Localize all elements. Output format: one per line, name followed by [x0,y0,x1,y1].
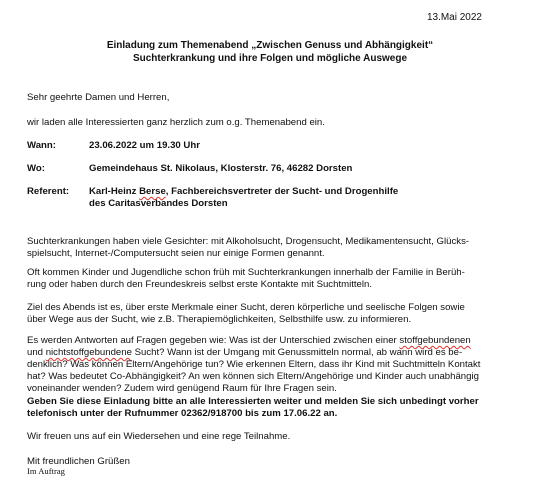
p4-text: Sucht? Wann ist der Umgang mit Genussmitteln normal, ab wann wird es be- [131,347,463,358]
speaker-last-name: Berse [139,186,166,197]
p4-text: Es werden Antworten auf Fragen gegeben wie: Was ist der Unterschied zwischen einer [27,335,400,346]
paragraph-5-line-2: telefonisch unter der Rufnummer 02362/918700 bis zum 17.06.22 an. [27,408,338,419]
paragraph-4-line-5: voneinander wenden? Zudem wird genügend Raum für Ihre Fragen sein. [27,383,337,394]
speaker-label: Referent: [27,186,70,197]
salutation: Sehr geehrte Damen und Herren, [27,92,170,103]
paragraph-2-line-1: Oft kommen Kinder und Jugendliche schon früh mit Suchterkrankungen innerhalb der Familie in Berüh- [27,267,465,278]
intro-text: wir laden alle Interessierten ganz herzlich zum o.g. Themenabend ein. [27,117,325,128]
p4-text: und [27,347,46,358]
where-label: Wo: [27,163,45,174]
speaker-value [89,186,519,210]
letter-date: 13.Mai 2022 [426,12,482,23]
speaker-role: , Fachbereichsvertreter der Sucht- und Drogenhilfe [165,186,399,197]
p4-flagged-word-1: stoffgebundenen [399,335,471,346]
paragraph-2 [27,267,513,291]
letter-title [40,40,500,65]
paragraph-1 [27,236,513,260]
closing: Mit freundlichen Grüßen [27,456,130,467]
paragraph-5-registration [27,396,513,420]
paragraph-4-line-1 [27,335,513,347]
paragraph-4-line-3: denklich? Was können Eltern/Angehörige tun? Wie erkennen Eltern, dass ihr Kind mit Suchtmitteln Kontakt [27,359,481,370]
title-line-2: Suchterkrankung und ihre Folgen und mögliche Auswege [132,52,408,64]
paragraph-1-line-2: spielsucht, Internet-/Computersucht seien nur einige Formen genannt. [27,248,325,259]
speaker-line-1 [89,186,519,198]
when-label: Wann: [27,140,56,151]
speaker-first-name: Karl-Heinz [89,186,140,197]
paragraph-6: Wir freuen uns auf ein Wiedersehen und eine rege Teilnahme. [27,431,291,442]
paragraph-4-line-4: hat? Was bedeutet Co-Abhängigkeit? An wen können sich Eltern/Angehörige und Kinder auch unabhängig [27,371,479,382]
when-value: 23.06.2022 um 19.30 Uhr [89,140,200,151]
paragraph-4 [27,335,513,395]
paragraph-3 [27,302,513,326]
paragraph-5-line-1: Geben Sie diese Einladung bitte an alle Interessierten weiter und melden Sie sich unbedingt vorher [27,396,479,407]
p4-flagged-word-2: nichtstoffgebundene [45,347,132,358]
where-value: Gemeindehaus St. Nikolaus, Klosterstr. 76, 46282 Dorsten [89,163,353,174]
closing-sub: Im Auftrag [27,466,65,476]
title-line-1: Einladung zum Themenabend „Zwischen Genuss und Abhängigkeit“ [106,40,434,51]
paragraph-3-line-2: über Wege aus der Sucht, wie z.B. Therapiemöglichkeiten, Selbsthilfe usw. zu informieren. [27,314,412,325]
paragraph-1-line-1: Suchterkrankungen haben viele Gesichter: mit Alkoholsucht, Drogensucht, Medikamentensucht, Glücks- [27,236,470,247]
paragraph-2-line-2: rung oder haben durch den Freundeskreis selbst erste Kontakte mit Suchtmitteln. [27,279,373,290]
paragraph-3-line-1: Ziel des Abends ist es, über erste Merkmale einer Sucht, deren körperliche und seelische Folgen sowie [27,302,465,313]
speaker-line-2: des Caritasverbandes Dorsten [89,198,228,209]
paragraph-4-line-2 [27,347,513,359]
